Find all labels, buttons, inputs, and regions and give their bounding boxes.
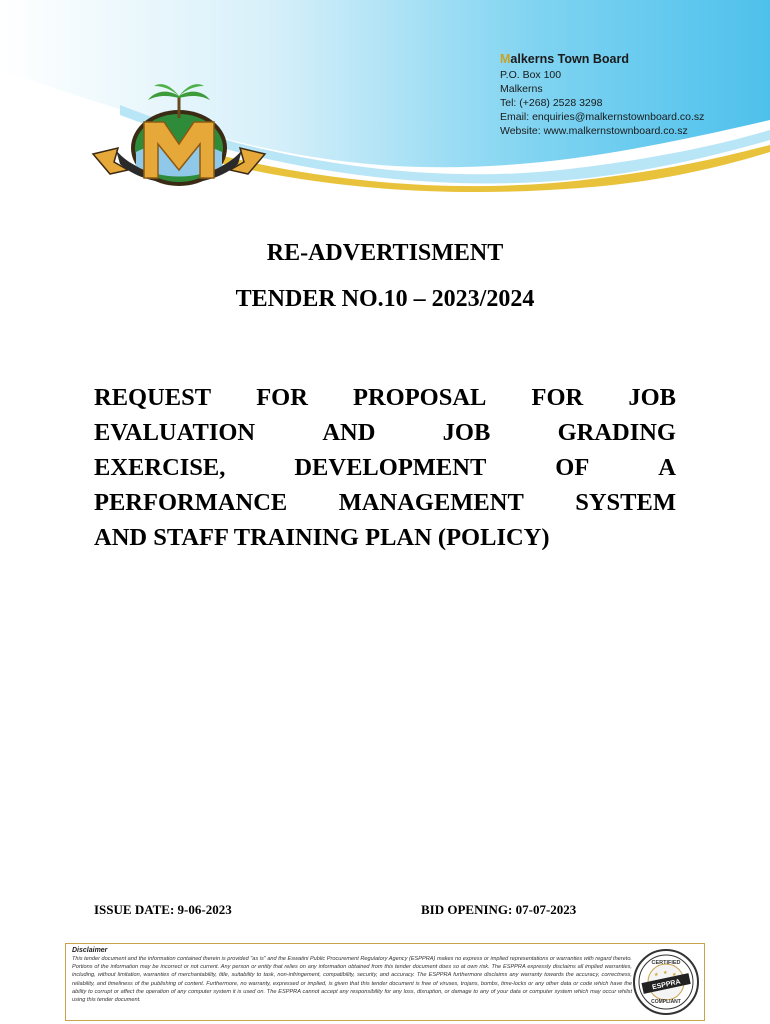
rfp-word: EXERCISE, <box>94 454 226 481</box>
esppra-seal-icon <box>632 948 700 1016</box>
org-name-initial: M <box>500 52 511 66</box>
rfp-word: GRADING <box>557 419 676 446</box>
rfp-heading <box>94 380 676 555</box>
rfp-word: A <box>658 454 676 481</box>
email: Email: enquiries@malkernstownboard.co.sz <box>500 111 705 123</box>
rfp-word: EVALUATION <box>94 419 256 446</box>
rfp-word: MANAGEMENT <box>338 489 524 516</box>
rfp-line <box>94 415 676 450</box>
disclaimer-title: Disclaimer <box>72 947 108 954</box>
rfp-line <box>94 485 676 520</box>
postal-address: P.O. Box 100 <box>500 69 562 81</box>
disclaimer-box <box>65 943 705 1021</box>
rfp-word: PROPOSAL <box>353 384 487 411</box>
svg-text:★: ★ <box>663 971 668 976</box>
document-title: RE-ADVERTISMENT <box>266 240 504 266</box>
tender-number: TENDER NO.10 – 2023/2024 <box>235 286 535 312</box>
rfp-line <box>94 450 676 485</box>
rfp-word: JOB <box>628 384 676 411</box>
rfp-word: JOB <box>442 419 491 446</box>
rfp-word: AND STAFF TRAINING PLAN (POLICY) <box>94 524 550 551</box>
rfp-word: OF <box>555 454 590 481</box>
town: Malkerns <box>500 83 543 95</box>
svg-text:★: ★ <box>672 973 677 978</box>
rfp-line <box>94 520 676 555</box>
seal-text-top: CERTIFIED <box>651 960 681 966</box>
rfp-word: DEVELOPMENT <box>294 454 487 481</box>
malkerns-logo <box>88 82 270 202</box>
organisation-name <box>500 50 704 68</box>
rfp-word: AND <box>322 419 376 446</box>
rfp-word: FOR <box>531 384 584 411</box>
svg-text:★: ★ <box>654 973 659 978</box>
rfp-word: FOR <box>256 384 308 411</box>
telephone: Tel: (+268) 2528 3298 <box>500 97 603 109</box>
website: Website: www.malkernstownboard.co.sz <box>500 125 688 137</box>
rfp-word: REQUEST <box>94 384 212 411</box>
rfp-word: SYSTEM <box>575 489 676 516</box>
seal-text-middle: ESPPRA <box>651 978 682 992</box>
issue-date: ISSUE DATE: 9-06-2023 <box>94 902 232 917</box>
disclaimer-text: This tender document and the information contained therein is provided "as is" and the Eswatini Public Procurement Regulatory Agency (ESPPRA) makes no express or implied representations or warranties with regard thereto. Portions of the information may be incorrect or not current. Any person or entity that relies on any information obtained from this tender document does so at own risk. The ESPPRA expressly disclaims all implied warranties, including, without limitation, warranties of merchantability, title, suitability to task, non-infringement, compatibility, security, and accuracy. The ESPPRA furthermore disclaims any warranty towards the accuracy, correctness, reliability, and timeliness of the publishing of content. Furthermore, no warranty, expressed or implied, is given that this tender document is free of viruses, trojans, bombs, time-locks or any other data or code which have the ability to corrupt or affect the operation of any computer system it is used on. The ESPPRA cannot accept any responsibility for any loss, disruption, or damage to any of your data or computer system which may occur whilst using this tender document. <box>72 956 632 1004</box>
organisation-contact-block <box>500 50 704 138</box>
rfp-line <box>94 380 676 415</box>
seal-text-bottom: COMPLIANT <box>651 999 681 1005</box>
bid-opening-date: BID OPENING: 07-07-2023 <box>421 902 577 917</box>
org-name-rest: alkerns Town Board <box>510 52 629 66</box>
rfp-word: PERFORMANCE <box>94 489 288 516</box>
